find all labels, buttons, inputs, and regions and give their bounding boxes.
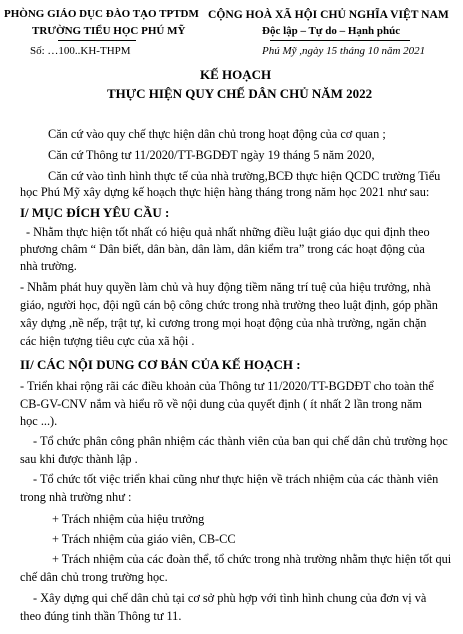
section-1-line: các hiện tượng tiêu cực của xã hội .: [20, 334, 195, 348]
section-2-line: học ...).: [20, 414, 58, 428]
basis-line-4: học Phú Mỹ xây dựng kế hoạch thực hiện hàng tháng trong năm học 2021 như sau:: [20, 185, 430, 199]
section-2-line: sau khi được thành lập .: [20, 452, 138, 466]
basis-line-2: Căn cứ Thông tư 11/2020/TT-BGDĐT ngày 19 tháng 5 năm 2020,: [48, 148, 375, 162]
place-date: Phú Mỹ ,ngày 15 tháng 10 năm 2021: [262, 45, 426, 57]
section-1-line: phương châm “ Dân biết, dân bàn, dân làm, dân kiểm tra” trong các hoạt động của: [20, 242, 425, 256]
basis-line-3: Căn cứ vào tình hình thực tế của nhà trường,BCĐ thực hiện QCDC trường Tiểu: [48, 169, 441, 183]
section-1-line: - Nhằm thực hiện tốt nhất có hiệu quả nhất những điều luật giáo dục qui định theo: [26, 225, 430, 239]
document-title: KẾ HOẠCH: [200, 67, 272, 82]
section-1-line: - Nhằm phát huy quyền làm chủ và huy động tiềm năng trí tuệ của hiệu trưởng, nhà: [20, 280, 431, 294]
motto-underline: [270, 40, 410, 41]
school-underline: [58, 40, 136, 41]
section-1-line: giáo, người học, đội ngũ cán bộ công chức trong nhà trường theo luật định, góp phần: [20, 298, 438, 312]
section-2-bullet: + Trách nhiệm của các đoàn thể, tổ chức trong nhà trường nhằm thực hiện tốt qui: [52, 552, 452, 566]
section-2-line: CB-GV-CNV nắm và hiểu rõ về nội dung của quyết định ( ít nhất 2 lần trong năm: [20, 397, 422, 411]
document-number: Số: …100..KH-THPM: [30, 45, 131, 57]
section-2-bullet: + Trách nhiệm của hiệu trưởng: [52, 512, 205, 526]
section-2-line: - Xây dựng qui chế dân chủ tại cơ sở phù hợp với tình hình chung của đơn vị và: [33, 591, 427, 605]
section-1-heading: I/ MỤC ĐÍCH YÊU CẦU :: [20, 205, 170, 220]
section-2-line: - Triển khai rộng rãi các điều khoản của Thông tư 11/2020/TT-BGDĐT cho toàn thể: [20, 379, 434, 393]
basis-line-1: Căn cứ vào quy chế thực hiện dân chủ trong hoạt động của cơ quan ;: [48, 127, 386, 141]
section-1-line: nhà trường.: [20, 259, 77, 273]
document-subtitle: THỰC HIỆN QUY CHẾ DÂN CHỦ NĂM 2022: [107, 86, 373, 101]
section-2-line: - Tổ chức phân công phân nhiệm các thành viên của ban qui chế dân chủ trường học: [33, 434, 448, 448]
national-title: CỘNG HOÀ XÃ HỘI CHỦ NGHĨA VIỆT NAM: [208, 8, 449, 21]
section-2-line: - Tổ chức tốt việc triển khai cũng như thực hiện về trách nhiệm của các thành viên: [33, 472, 439, 486]
section-2-line: trong nhà trường như :: [20, 490, 132, 504]
section-2-heading: II/ CÁC NỘI DUNG CƠ BẢN CỦA KẾ HOẠCH :: [20, 357, 301, 372]
issuing-department: PHÒNG GIÁO DỤC ĐÀO TẠO TPTDM: [4, 8, 199, 20]
section-1-line: xây dựng ,nề nếp, trật tự, kỉ cương trong mọi hoạt động của nhà trường, ngăn chặn: [20, 316, 427, 330]
national-motto: Độc lập – Tự do – Hạnh phúc: [262, 25, 401, 37]
school-name: TRƯỜNG TIỂU HỌC PHÚ MỸ: [32, 25, 186, 37]
section-2-bullet: + Trách nhiệm của giáo viên, CB-CC: [52, 532, 236, 546]
section-2-line: chế dân chủ trong trường học.: [20, 570, 168, 584]
section-2-line: theo đúng tinh thần Thông tư 11.: [20, 609, 182, 623]
